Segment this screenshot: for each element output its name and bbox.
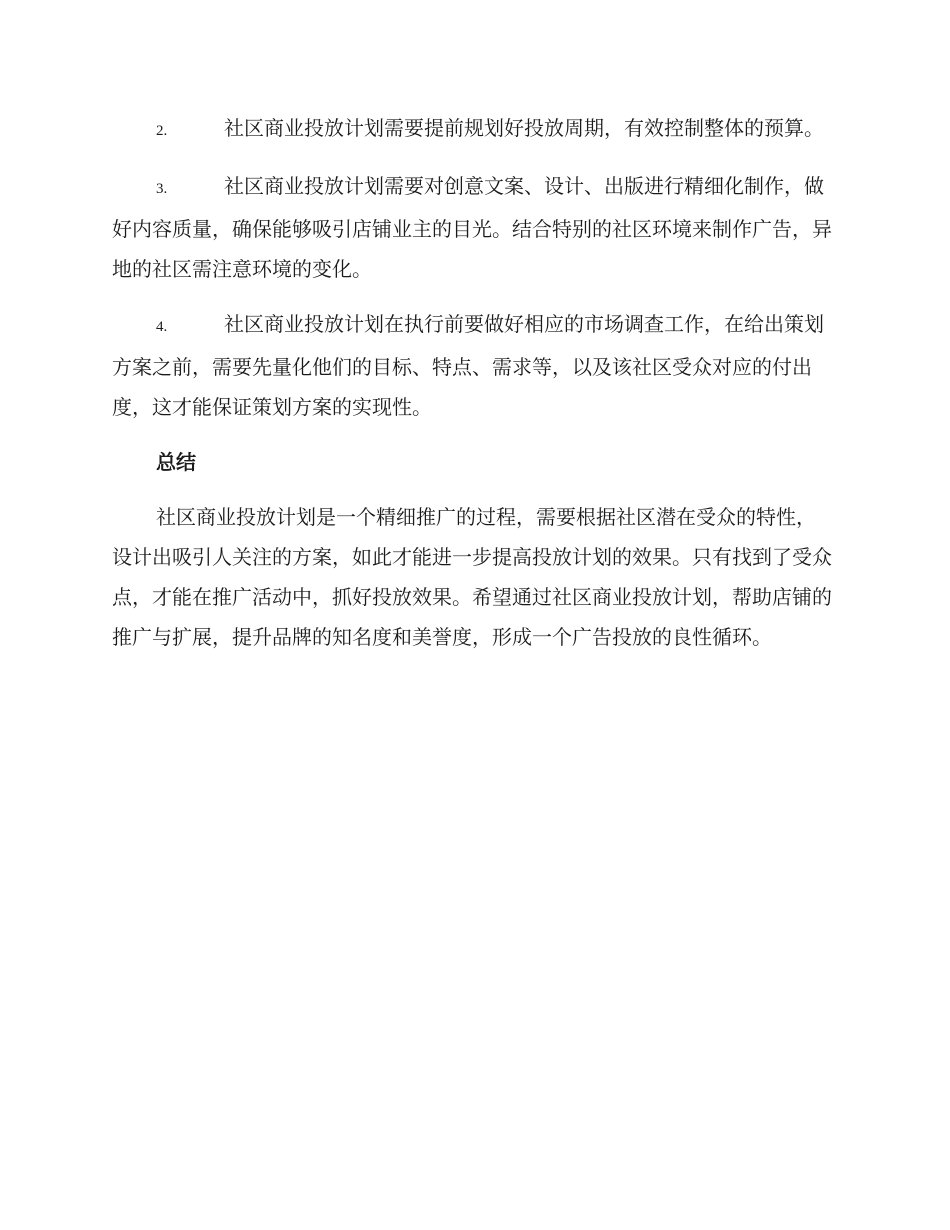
- list-item-text: 社区商业投放计划需要提前规划好投放周期，有效控制整体的预算。: [224, 116, 824, 140]
- list-item: [112, 166, 832, 289]
- section-heading: 总结: [156, 450, 196, 474]
- list-item-number: 4.: [156, 319, 168, 335]
- list-item-number: 3.: [156, 181, 168, 197]
- summary-paragraph: 社区商业投放计划是一个精细推广的过程，需要根据社区潜在受众的特性，设计出吸引人关注的方案，如此才能进一步提高投放计划的效果。只有找到了受众点，才能在推广活动中，抓好投放效果。希望通过社区商业投放计划，帮助店铺的推广与扩展，提升品牌的知名度和美誉度，形成一个广告投放的良性循环。: [112, 505, 832, 649]
- list-item-number: 2.: [156, 123, 168, 139]
- list-item-text: 社区商业投放计划需要对创意文案、设计、出版进行精细化制作，做好内容质量，确保能够吸引店铺业主的目光。结合特别的社区环境来制作广告，异地的社区需注意环境的变化。: [112, 174, 832, 281]
- list-item: [112, 304, 832, 427]
- list-item: [112, 108, 832, 151]
- document-content: [112, 108, 832, 657]
- list-item-text: 社区商业投放计划在执行前要做好相应的市场调查工作，在给出策划方案之前，需要先量化他们的目标、特点、需求等，以及该社区受众对应的付出度，这才能保证策划方案的实现性。: [112, 312, 824, 419]
